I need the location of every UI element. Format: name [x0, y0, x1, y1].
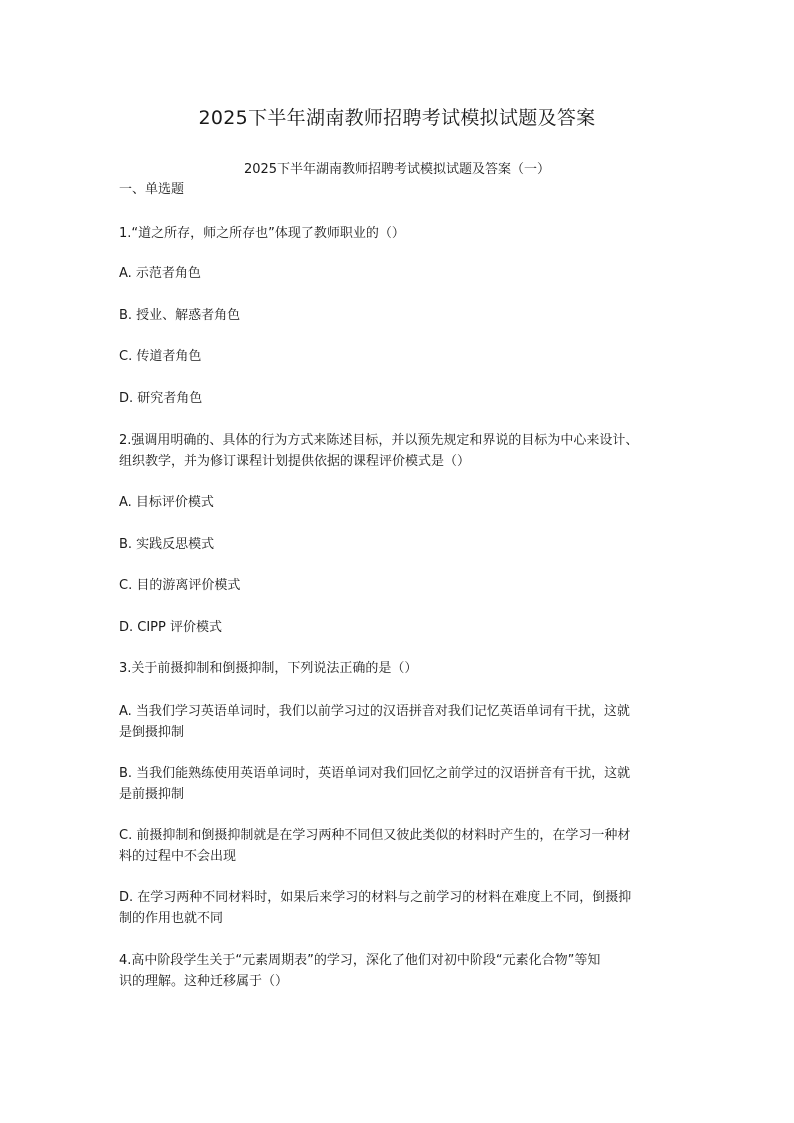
question-4-stem-line-2: 识的理解。这种迁移属于（） [119, 974, 289, 989]
document-title: 2025下半年湖南教师招聘考试模拟试题及答案 [198, 107, 596, 129]
question-3-option-d-line-2: 制的作用也就不同 [119, 911, 224, 926]
question-3-option-b-line-2: 是前摄抑制 [119, 787, 185, 802]
question-3-option-a-line-2: 是倒摄抑制 [119, 725, 185, 740]
section-heading: 一、单选题 [119, 182, 185, 197]
question-3-option-a-line-1: A. 当我们学习英语单词时，我们以前学习过的汉语拼音对我们记忆英语单词有干扰，这就 [119, 704, 630, 719]
question-2-option-c: C. 目的游离评价模式 [119, 578, 241, 593]
question-3-option-c-line-2: 料的过程中不会出现 [119, 849, 237, 864]
question-4-stem-line-1: 4.高中阶段学生关于“元素周期表”的学习，深化了他们对初中阶段“元素化合物”等知 [119, 953, 601, 968]
question-1-option-a: A. 示范者角色 [119, 266, 201, 281]
question-2-option-d: D. CIPP 评价模式 [119, 620, 222, 635]
question-1-stem: 1.“道之所存，师之所存也”体现了教师职业的（） [119, 226, 405, 241]
question-3-option-d-line-1: D. 在学习两种不同材料时，如果后来学习的材料与之前学习的材料在难度上不同，倒摄抑 [119, 890, 632, 905]
question-2-stem-line-1: 2.强调用明确的、具体的行为方式来陈述目标，并以预先规定和界说的目标为中心来设计、 [119, 433, 639, 448]
question-1-option-b: B. 授业、解惑者角色 [119, 308, 241, 323]
question-3-option-c-line-1: C. 前摄抑制和倒摄抑制就是在学习两种不同但又彼此类似的材料时产生的，在学习一种材 [119, 828, 631, 843]
question-2-option-b: B. 实践反思模式 [119, 537, 215, 552]
question-3-stem: 3.关于前摄抑制和倒摄抑制，下列说法正确的是（） [119, 661, 418, 676]
question-3-option-b-line-1: B. 当我们能熟练使用英语单词时，英语单词对我们回忆之前学过的汉语拼音有干扰，这就 [119, 766, 631, 781]
question-2-stem-line-2: 组织教学，并为修订课程计划提供依据的课程评价模式是（） [119, 454, 471, 469]
document-subtitle: 2025下半年湖南教师招聘考试模拟试题及答案（一） [243, 162, 551, 177]
question-2-option-a: A. 目标评价模式 [119, 495, 214, 510]
question-1-option-c: C. 传道者角色 [119, 349, 202, 364]
question-1-option-d: D. 研究者角色 [119, 391, 203, 406]
